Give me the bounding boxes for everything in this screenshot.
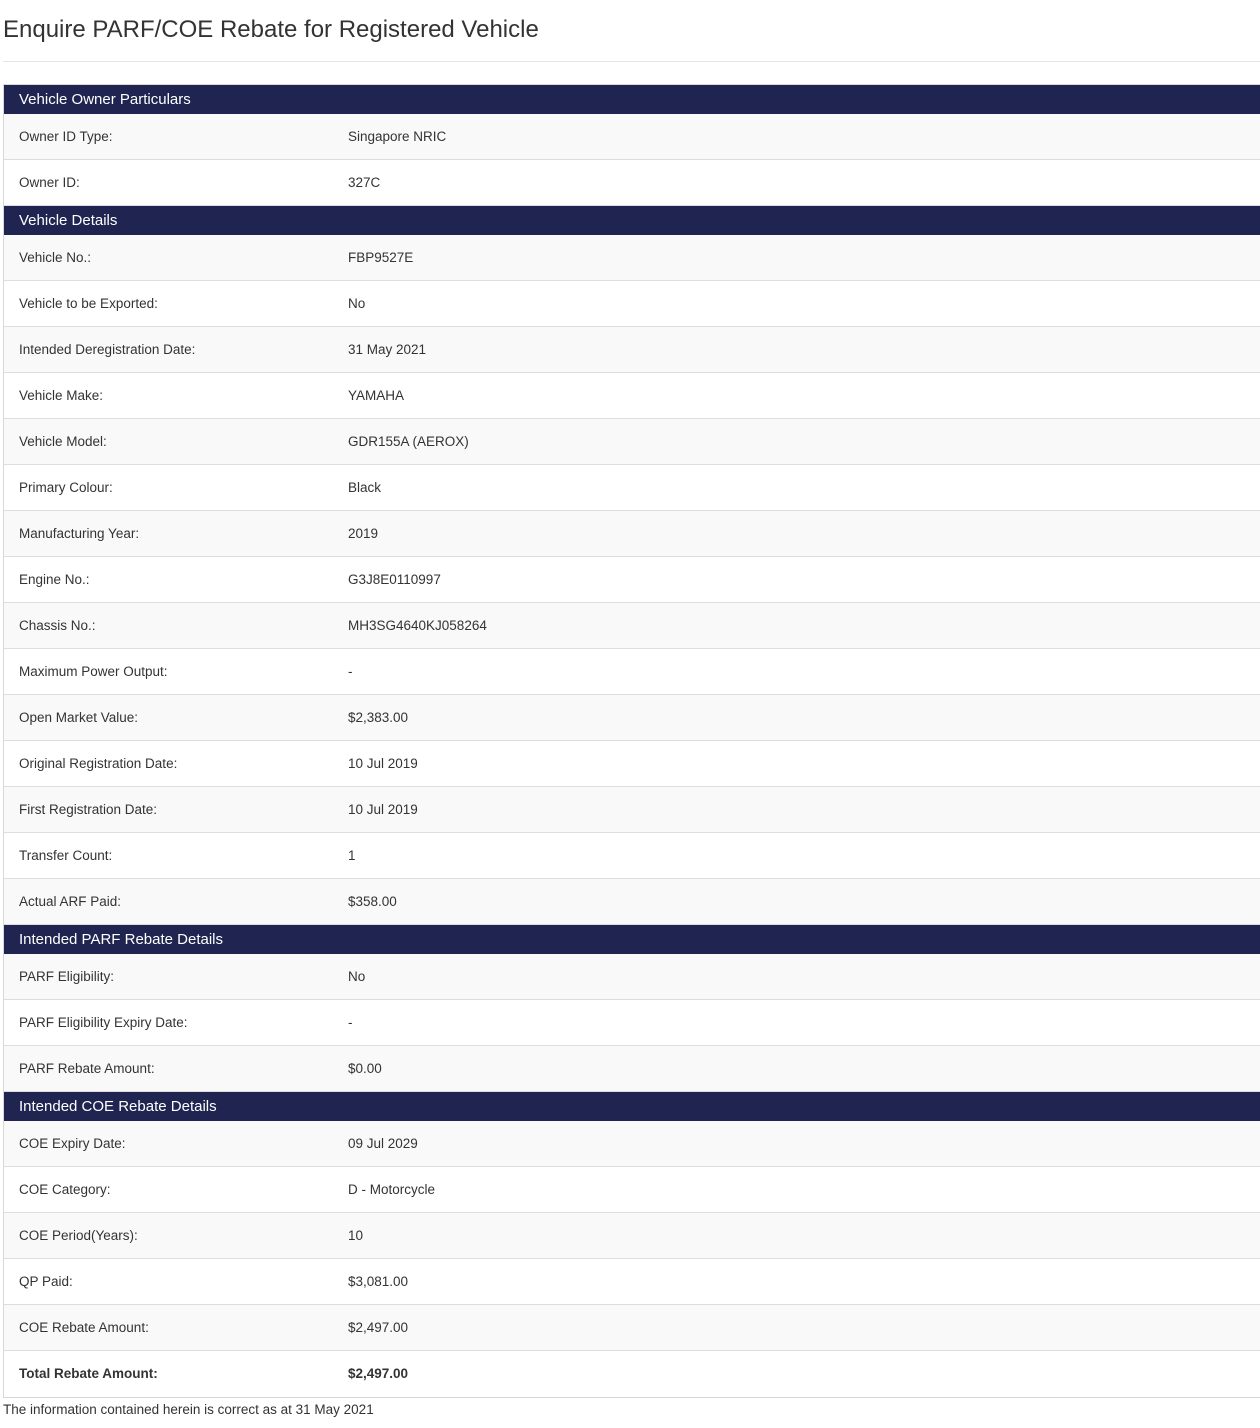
row-label: Maximum Power Output: (19, 664, 168, 679)
row-label: PARF Eligibility: (19, 969, 115, 984)
row-value: - (348, 664, 353, 679)
detail-row-parf-rebate-amount (4, 1046, 1260, 1092)
row-label: Engine No.: (19, 572, 90, 587)
row-label: Transfer Count: (19, 848, 113, 863)
row-value: Black (348, 480, 382, 495)
row-value: Singapore NRIC (348, 129, 447, 144)
row-value: No (348, 969, 366, 984)
row-label: Intended Deregistration Date: (19, 342, 196, 357)
row-label: Manufacturing Year: (19, 526, 140, 541)
row-value: 31 May 2021 (348, 342, 427, 357)
row-value: YAMAHA (348, 388, 405, 403)
row-label: Vehicle No.: (19, 250, 92, 265)
detail-row-parf-expiry-date (4, 1000, 1260, 1046)
row-label: Owner ID Type: (19, 129, 113, 144)
detail-row-qp-paid (4, 1259, 1260, 1305)
row-value: - (348, 1015, 353, 1030)
detail-row-chassis-no (4, 603, 1260, 649)
row-value: G3J8E0110997 (348, 572, 441, 587)
row-value: 2019 (348, 526, 379, 541)
row-value: $2,497.00 (348, 1366, 409, 1381)
detail-row-vehicle-make (4, 373, 1260, 419)
detail-row-owner-id (4, 160, 1260, 206)
section-header-vehicle: Vehicle Details (4, 206, 1260, 235)
row-label: COE Category: (19, 1182, 111, 1197)
section-header-parf: Intended PARF Rebate Details (4, 925, 1260, 954)
row-label: COE Period(Years): (19, 1228, 138, 1243)
row-value: 327C (348, 175, 381, 190)
detail-row-coe-rebate-amount (4, 1305, 1260, 1351)
row-value: $358.00 (348, 894, 397, 909)
section-header-owner: Vehicle Owner Particulars (4, 85, 1260, 114)
row-value: No (348, 296, 366, 311)
row-label: Primary Colour: (19, 480, 113, 495)
detail-row-first-registration-date (4, 787, 1260, 833)
row-label: PARF Rebate Amount: (19, 1061, 155, 1076)
row-value: D - Motorcycle (348, 1182, 436, 1197)
row-value: 10 (348, 1228, 364, 1243)
row-label: COE Expiry Date: (19, 1136, 126, 1151)
detail-row-max-power-output (4, 649, 1260, 695)
information-footnote: The information contained herein is correct as at 31 May 2021 (3, 1402, 374, 1417)
detail-row-parf-eligibility (4, 954, 1260, 1000)
row-label: PARF Eligibility Expiry Date: (19, 1015, 188, 1030)
row-label: Owner ID: (19, 175, 80, 190)
row-value: $3,081.00 (348, 1274, 409, 1289)
row-label: Actual ARF Paid: (19, 894, 122, 909)
row-label: Vehicle Model: (19, 434, 107, 449)
row-value: FBP9527E (348, 250, 414, 265)
row-value: 10 Jul 2019 (348, 802, 418, 817)
section-header-coe: Intended COE Rebate Details (4, 1092, 1260, 1121)
detail-row-primary-colour (4, 465, 1260, 511)
detail-row-original-registration-date (4, 741, 1260, 787)
detail-row-vehicle-no (4, 235, 1260, 281)
detail-row-vehicle-exported (4, 281, 1260, 327)
row-value: $2,383.00 (348, 710, 409, 725)
page-title: Enquire PARF/COE Rebate for Registered Vehicle (3, 16, 539, 43)
row-value: 10 Jul 2019 (348, 756, 418, 771)
row-value: $0.00 (348, 1061, 382, 1076)
detail-row-deregistration-date (4, 327, 1260, 373)
detail-row-vehicle-model (4, 419, 1260, 465)
detail-row-owner-id-type (4, 114, 1260, 160)
row-label: COE Rebate Amount: (19, 1320, 149, 1335)
detail-row-engine-no (4, 557, 1260, 603)
detail-row-open-market-value (4, 695, 1260, 741)
detail-row-coe-period (4, 1213, 1260, 1259)
rebate-details-panel (3, 84, 1260, 1398)
row-label: Vehicle to be Exported: (19, 296, 158, 311)
row-label: Original Registration Date: (19, 756, 178, 771)
row-value: $2,497.00 (348, 1320, 409, 1335)
row-label: Total Rebate Amount: (19, 1366, 158, 1381)
detail-row-transfer-count (4, 833, 1260, 879)
detail-row-manufacturing-year (4, 511, 1260, 557)
row-value: 1 (348, 848, 356, 863)
detail-row-coe-expiry-date (4, 1121, 1260, 1167)
title-divider (3, 61, 1260, 62)
detail-row-total-rebate-amount (4, 1351, 1260, 1397)
row-label: QP Paid: (19, 1274, 73, 1289)
detail-row-actual-arf-paid (4, 879, 1260, 925)
row-label: Vehicle Make: (19, 388, 104, 403)
row-label: First Registration Date: (19, 802, 158, 817)
row-label: Open Market Value: (19, 710, 139, 725)
row-value: 09 Jul 2029 (348, 1136, 418, 1151)
row-value: MH3SG4640KJ058264 (348, 618, 487, 633)
row-label: Chassis No.: (19, 618, 96, 633)
detail-row-coe-category (4, 1167, 1260, 1213)
row-value: GDR155A (AEROX) (348, 434, 469, 449)
